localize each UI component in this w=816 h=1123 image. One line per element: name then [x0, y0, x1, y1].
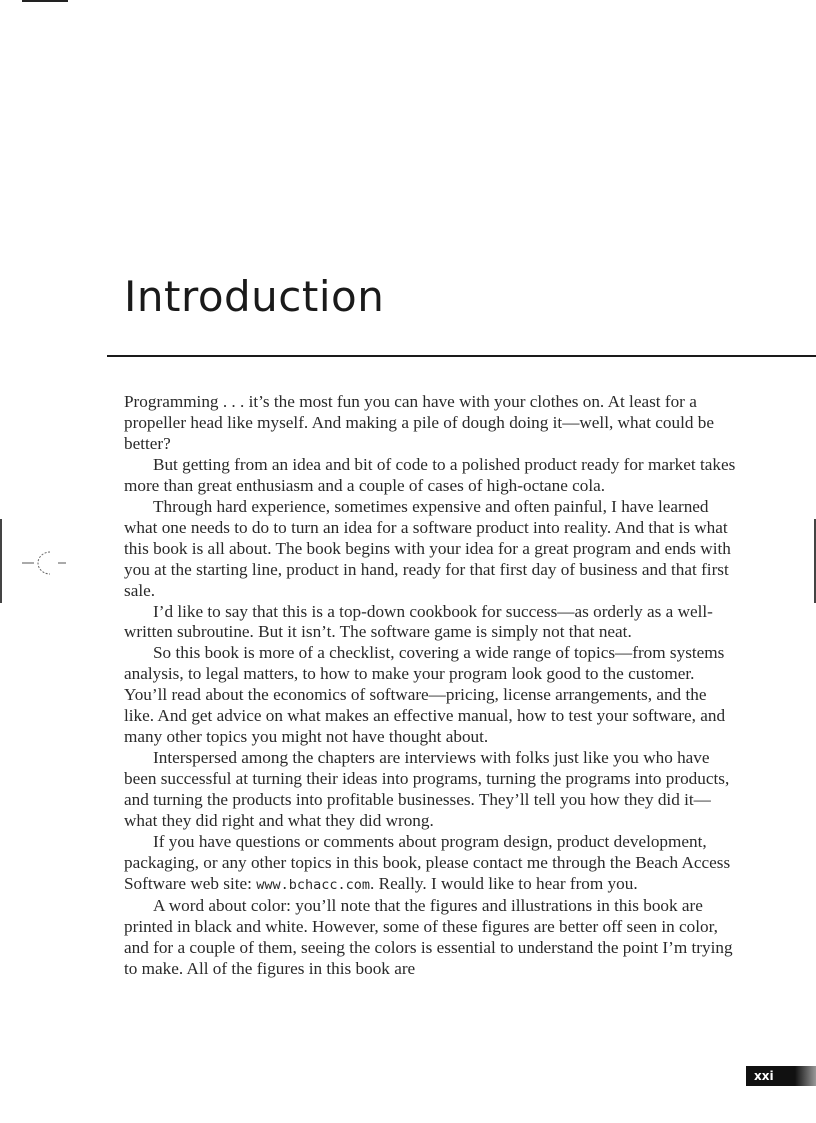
paragraph-1: Programming . . . it’s the most fun you can have with your clothes on. At least for a propeller head like myself. And making a pile of dough doing it—well, what could be better? — [124, 392, 714, 453]
registration-mark-icon — [0, 519, 70, 603]
paragraph-2: But getting from an idea and bit of code to a polished product ready for market takes more than great enthusiasm and a couple of cases of high-octane cola. — [124, 454, 736, 495]
website-link[interactable]: www.bchacc.com — [256, 876, 371, 893]
paragraph-8: A word about color: you’ll note that the figures and illustrations in this book are printed in black and white. However, some of these figures are better off seen in color, and for a couple of them, seeing the colors is essential to understand the point I’m trying to make. All of the figures in this book are — [124, 895, 733, 978]
paragraph-6: Interspersed among the chapters are interviews with folks just like you who have been successful at turning their ideas into programs, turning the programs into products, and turning the products into profitable businesses. They’ll tell you how they did it—what they did right and what they did wrong. — [124, 748, 730, 831]
chapter-title: Introduction — [124, 272, 385, 321]
paragraph-7-tail: . Really. I would like to hear from you. — [370, 873, 638, 893]
paragraph-7-text: If you have questions or comments about program design, product development, packaging, or any other topics in this book, please contact me through the Beach Access Software web site: — [124, 832, 731, 893]
paragraph-4: I’d like to say that this is a top-down cookbook for success—as orderly as a well-written subroutine. But it isn’t. The software game is simply not that neat. — [124, 601, 713, 642]
title-divider — [107, 355, 816, 357]
page-number: xxi — [746, 1066, 816, 1086]
paragraph-5: So this book is more of a checklist, covering a wide range of topics—from systems analysis, to legal matters, to how to make your program look good to the customer. You’ll read about the economics of software—pricing, license arrangements, and the like. And get advice on what makes an effective manual, how to test your software, and many other topics you might not have thought about. — [124, 643, 726, 747]
body-text — [124, 392, 740, 980]
paragraph-7 — [124, 832, 740, 896]
top-corner-rule — [22, 0, 68, 2]
paragraph-3: Through hard experience, sometimes expensive and often painful, I have learned what one needs to do to turn an idea for a software product into reality. And that is what this book is all about. The book begins with your idea for a great program and ends with you at the starting line, product in hand, ready for that first day of business and that first sale. — [124, 496, 731, 600]
